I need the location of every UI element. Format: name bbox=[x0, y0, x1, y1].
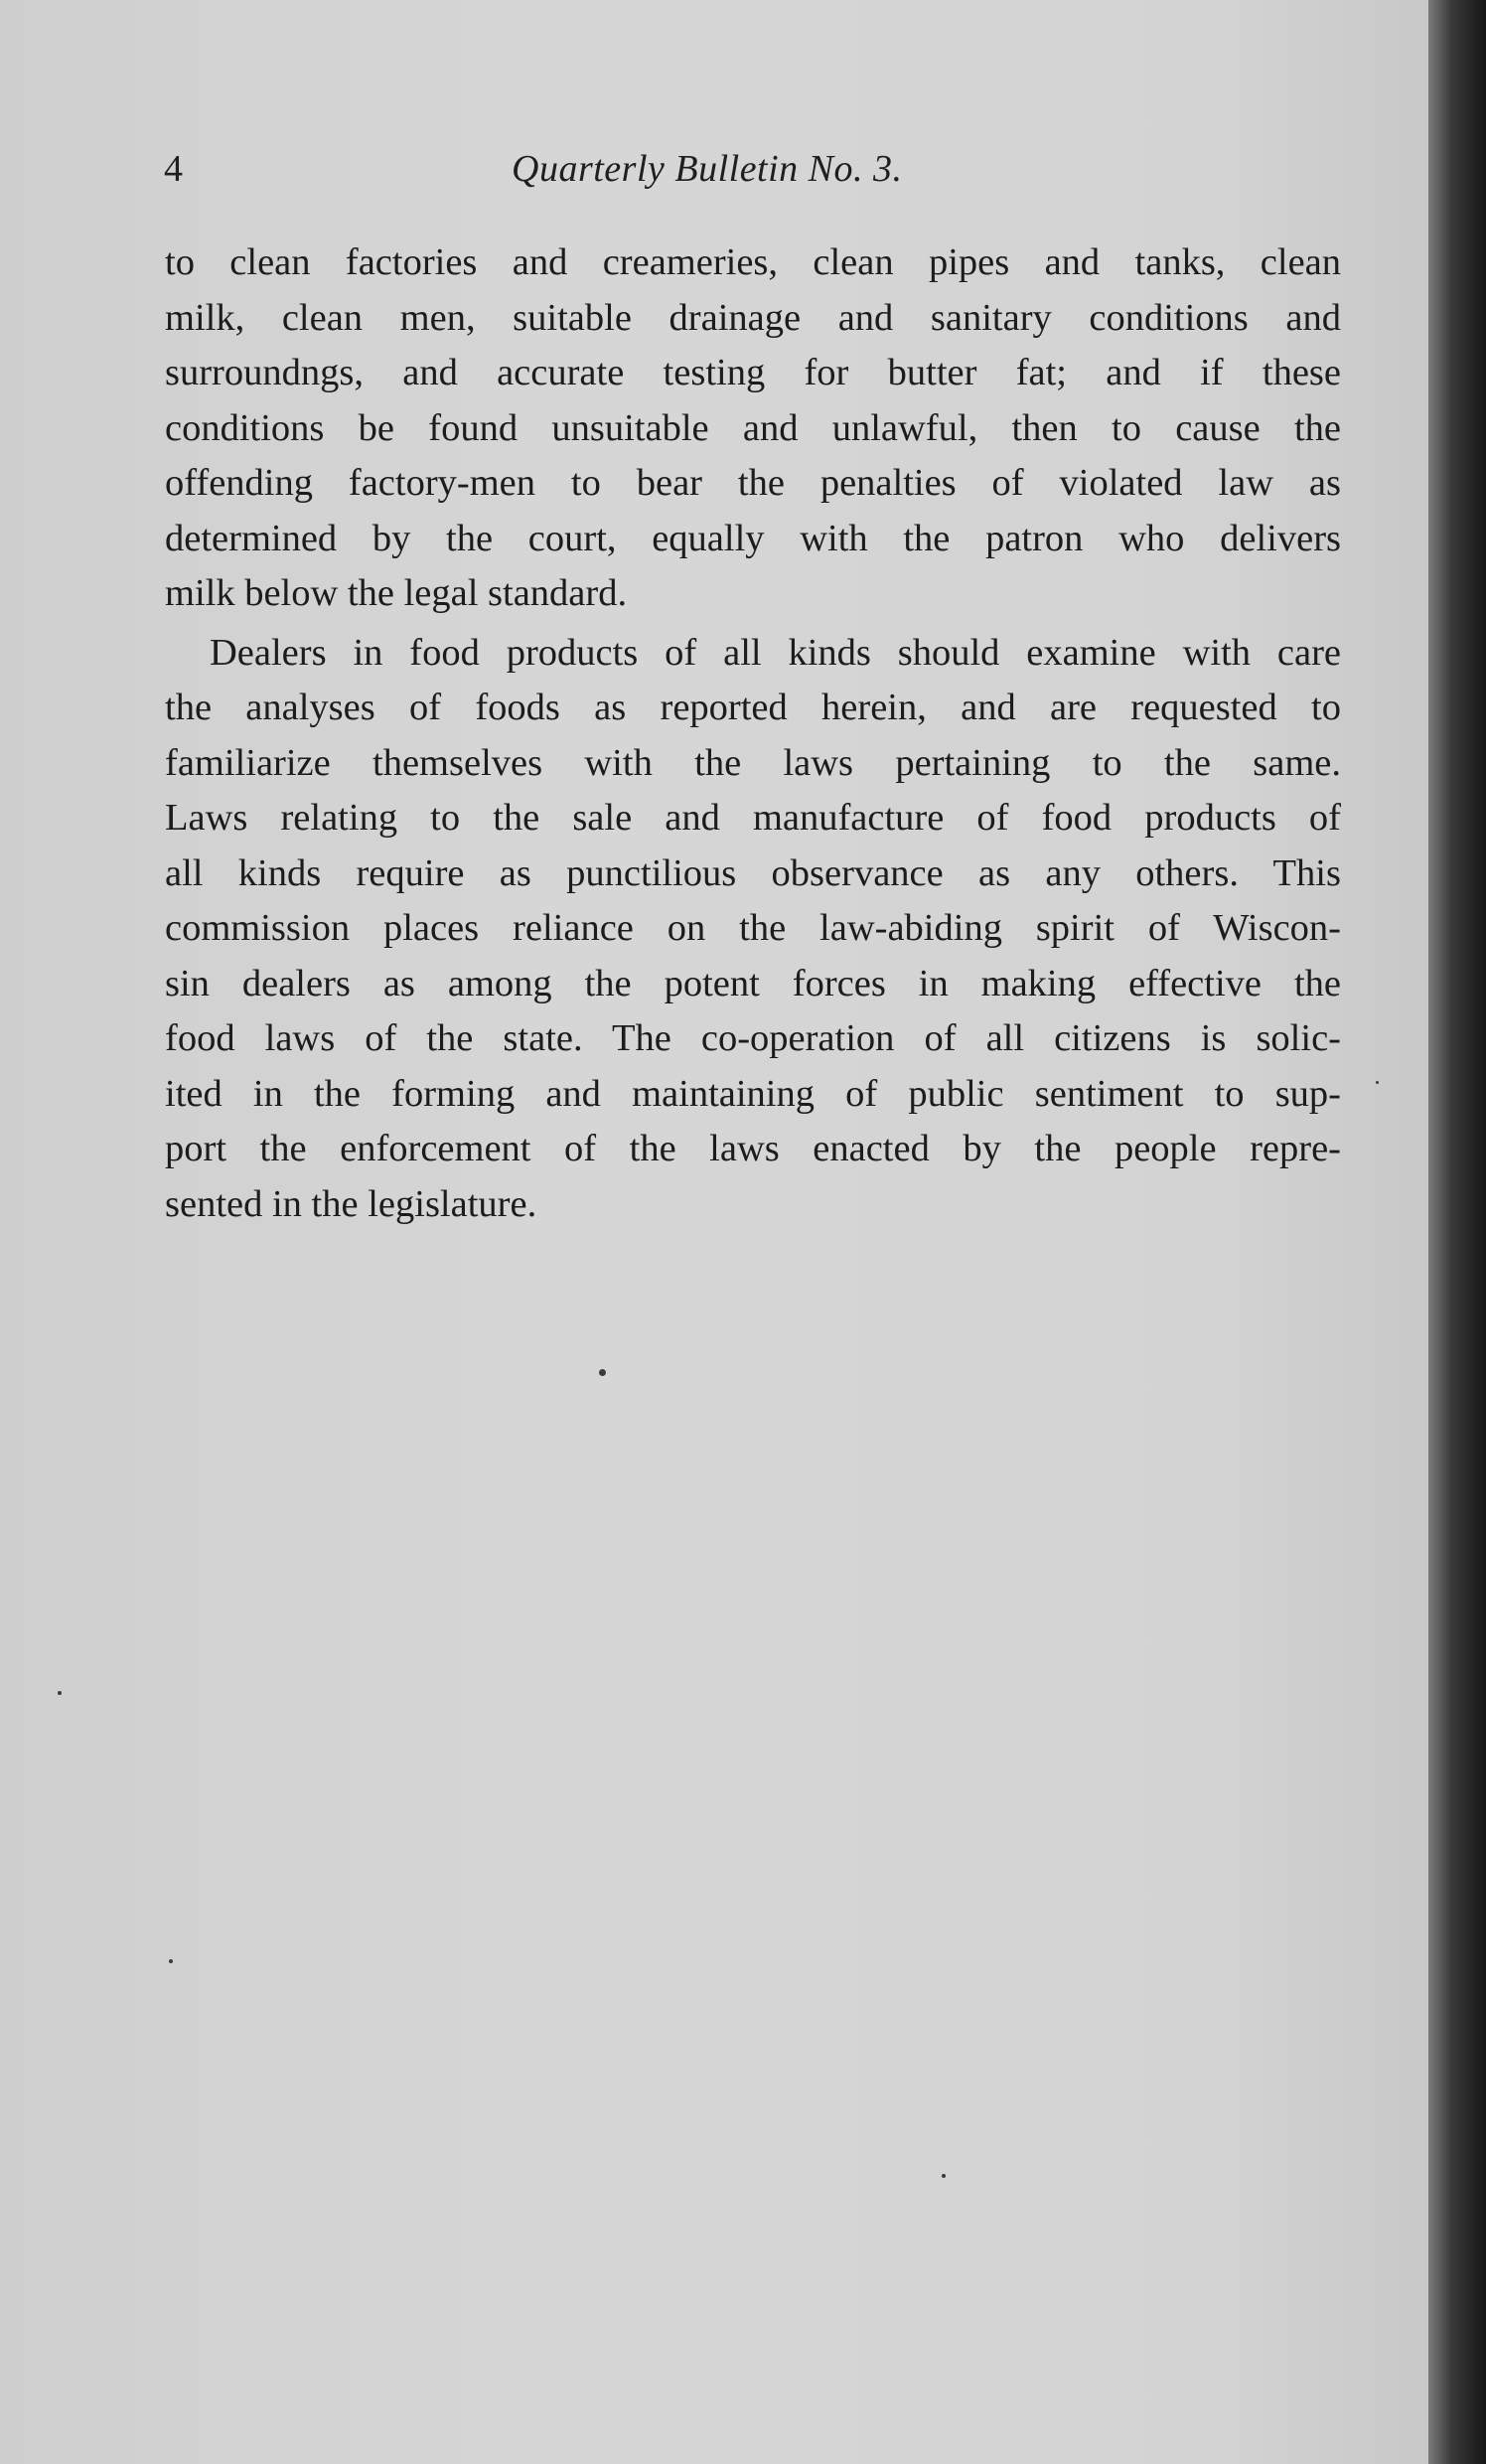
paper-speck bbox=[942, 2174, 946, 2178]
paragraph-1 bbox=[165, 235, 1341, 622]
text-line: familiarize themselves with the laws pertaining to the same. bbox=[165, 741, 1341, 784]
page-edge-shadow bbox=[1428, 0, 1486, 2464]
text-line: port the enforcement of the laws enacted by the people repre- bbox=[165, 1128, 1341, 1169]
paper-speck bbox=[169, 1959, 173, 1963]
text-line: Dealers in food products of all kinds should examine with care bbox=[210, 631, 1341, 674]
bulletin-title: Quarterly Bulletin No. 3. bbox=[512, 148, 903, 190]
text-line: the analyses of foods as reported herein, and are requested to bbox=[165, 687, 1341, 728]
text-line: determined by the court, equally with the patron who delivers bbox=[165, 517, 1341, 559]
body-text bbox=[165, 235, 1341, 1232]
text-line: Laws relating to the sale and manufacture of food products of bbox=[165, 797, 1341, 839]
text-line: conditions be found unsuitable and unlawful, then to cause the bbox=[165, 406, 1341, 449]
text-line: sin dealers as among the potent forces in making effective the bbox=[165, 962, 1341, 1004]
paper-speck bbox=[1376, 1081, 1379, 1084]
running-head bbox=[164, 147, 1336, 197]
text-line: commission places reliance on the law-abiding spirit of Wiscon- bbox=[165, 907, 1341, 949]
paragraph-2 bbox=[165, 626, 1341, 1233]
text-line: all kinds require as punctilious observance as any others. This bbox=[165, 851, 1341, 894]
page-number: 4 bbox=[164, 148, 183, 190]
text-line: offending factory-men to bear the penalties of violated law as bbox=[165, 462, 1341, 504]
text-line: surroundngs, and accurate testing for butter fat; and if these bbox=[165, 352, 1341, 393]
text-line: food laws of the state. The co-operation of all citizens is solic- bbox=[165, 1017, 1341, 1059]
text-line: ited in the forming and maintaining of public sentiment to sup- bbox=[165, 1072, 1341, 1115]
paper-speck bbox=[58, 1691, 62, 1695]
text-line: to clean factories and creameries, clean pipes and tanks, clean bbox=[165, 241, 1341, 283]
text-line: sented in the legislature. bbox=[165, 1182, 537, 1225]
text-line: milk below the legal standard. bbox=[165, 572, 628, 614]
text-line: milk, clean men, suitable drainage and sanitary conditions and bbox=[165, 296, 1341, 339]
paper-speck bbox=[599, 1369, 606, 1376]
